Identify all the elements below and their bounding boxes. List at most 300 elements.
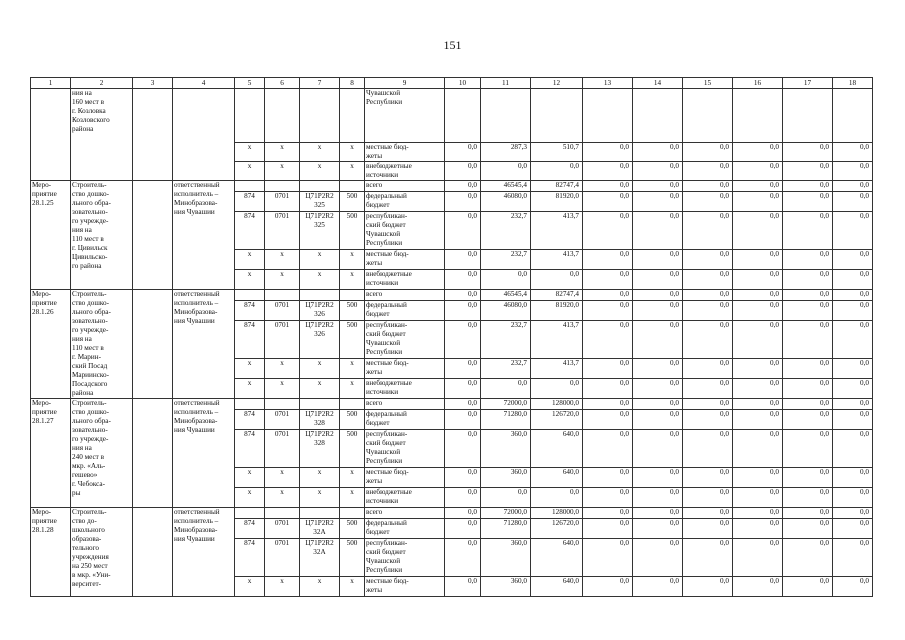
amount-cell: 0,0 [633,410,683,430]
funding-source: федеральный бюджет [365,410,445,430]
amount-cell: 0,0 [733,143,783,162]
funding-source: внебюджетные источники [365,488,445,508]
amount-cell: 0,0 [733,359,783,379]
amount-cell: 0,0 [683,359,733,379]
amount-cell: 0,0 [833,290,873,301]
amount-cell: 360,0 [481,468,531,488]
expense-type: x [340,488,365,508]
amount-cell: 0,0 [733,577,783,597]
amount-cell: 0,0 [683,468,733,488]
budget-code: 874 [235,321,265,359]
amount-cell: 0,0 [783,519,833,539]
target-article: Ц71Р2R2 326 [300,321,340,359]
amount-cell: 413,7 [531,359,583,379]
amount-cell: 232,7 [481,250,531,270]
expense-type [340,89,365,143]
amount-cell: 0,0 [833,488,873,508]
amount-cell: 0,0 [833,212,873,250]
amount-cell: 0,0 [633,181,683,192]
amount-cell: 0,0 [583,301,633,321]
amount-cell: 0,0 [733,212,783,250]
expense-type [340,181,365,192]
amount-cell: 0,0 [833,519,873,539]
amount-cell: 0,0 [733,508,783,519]
expense-type: x [340,162,365,181]
target-article: x [300,359,340,379]
amount-cell: 0,0 [833,250,873,270]
responsible-executor: ответственный исполнитель – Минобразова- ния Чувашии [173,290,235,399]
column-number: 6 [265,78,300,89]
amount-cell: 82747,4 [531,290,583,301]
amount-cell: 0,0 [445,577,481,597]
amount-cell: 0,0 [733,410,783,430]
amount-cell: 0,0 [683,539,733,577]
section-code [265,89,300,143]
column-number: 8 [340,78,365,89]
measure-number: Меро- приятие 28.1.27 [31,399,71,508]
amount-cell: 0,0 [683,143,733,162]
amount-cell: 0,0 [683,430,733,468]
expense-type: 500 [340,301,365,321]
amount-cell: 0,0 [733,321,783,359]
column-number: 14 [633,78,683,89]
amount-cell: 0,0 [445,192,481,212]
expense-type: x [340,468,365,488]
amount-cell: 640,0 [531,430,583,468]
amount-cell: 0,0 [583,250,633,270]
column-number: 18 [833,78,873,89]
section-code: x [265,250,300,270]
amount-cell: 0,0 [783,301,833,321]
measure-number: Меро- приятие 28.1.28 [31,508,71,597]
measure-number: Меро- приятие 28.1.25 [31,181,71,290]
amount-cell: 126720,0 [531,519,583,539]
measure-description: Строитель- ство дошко- льного обра- зовательно- го учрежде- ния на 110 мест в г. Марин- ский Посад Мариинско- Посадского района [71,290,133,399]
target-article: x [300,468,340,488]
funding-source: федеральный бюджет [365,192,445,212]
amount-cell: 0,0 [583,539,633,577]
amount-cell: 0,0 [733,379,783,399]
budget-code [235,290,265,301]
section-code: x [265,162,300,181]
amount-cell: 0,0 [683,508,733,519]
amount-cell: 413,7 [531,212,583,250]
column-number: 5 [235,78,265,89]
target-article: Ц71Р2R2 32А [300,539,340,577]
amount-cell: 0,0 [445,539,481,577]
measure-description: Строитель- ство дошко- льного обра- зовательно- го учрежде- ния на 110 мест в г. Цивильск Цивильско- го района [71,181,133,290]
section-code [265,508,300,519]
amount-cell: 0,0 [445,143,481,162]
funding-source: всего [365,181,445,192]
amount-cell: 0,0 [683,399,733,410]
column-number: 13 [583,78,633,89]
amount-cell: 0,0 [445,410,481,430]
amount-cell: 0,0 [683,410,733,430]
amount-cell: 0,0 [683,212,733,250]
funding-source: внебюджетные источники [365,162,445,181]
funding-source: федеральный бюджет [365,301,445,321]
amount-cell: 0,0 [633,359,683,379]
amount-cell [783,89,833,143]
section-code: 0701 [265,212,300,250]
amount-cell: 0,0 [633,577,683,597]
amount-cell: 0,0 [633,430,683,468]
amount-cell: 0,0 [583,468,633,488]
amount-cell: 72000,0 [481,399,531,410]
amount-cell [445,89,481,143]
amount-cell: 0,0 [733,162,783,181]
section-code: x [265,270,300,290]
amount-cell: 0,0 [583,577,633,597]
amount-cell [531,89,583,143]
funding-source: местные бюд- жеты [365,577,445,597]
measure-number: Меро- приятие 28.1.26 [31,290,71,399]
expense-type [340,399,365,410]
funding-source: местные бюд- жеты [365,143,445,162]
amount-cell: 0,0 [683,192,733,212]
funding-source: всего [365,290,445,301]
amount-cell: 0,0 [783,379,833,399]
amount-cell: 0,0 [633,192,683,212]
budget-code [235,508,265,519]
amount-cell: 0,0 [445,508,481,519]
amount-cell: 0,0 [733,399,783,410]
amount-cell: 0,0 [733,192,783,212]
column-number: 4 [173,78,235,89]
amount-cell: 0,0 [445,301,481,321]
budget-code: 874 [235,192,265,212]
amount-cell: 0,0 [733,270,783,290]
amount-cell: 0,0 [445,379,481,399]
expense-type: 500 [340,212,365,250]
funding-source: республикан- ский бюджет Чувашской Республики [365,212,445,250]
budget-code: x [235,379,265,399]
responsible-executor: ответственный исполнитель – Минобразова- ния Чувашии [173,508,235,597]
budget-code: x [235,359,265,379]
table-row [31,181,873,192]
amount-cell: 71280,0 [481,519,531,539]
amount-cell: 0,0 [633,162,683,181]
amount-cell: 0,0 [683,379,733,399]
amount-cell: 0,0 [783,270,833,290]
amount-cell: 0,0 [633,508,683,519]
section-code: x [265,577,300,597]
amount-cell: 0,0 [783,359,833,379]
budget-code: 874 [235,519,265,539]
budget-code: 874 [235,301,265,321]
amount-cell: 0,0 [583,212,633,250]
amount-cell: 0,0 [583,321,633,359]
amount-cell: 46080,0 [481,301,531,321]
target-article [300,181,340,192]
amount-cell: 0,0 [783,577,833,597]
amount-cell: 0,0 [583,488,633,508]
amount-cell: 0,0 [833,162,873,181]
amount-cell: 0,0 [833,468,873,488]
amount-cell: 0,0 [733,519,783,539]
section-code: 0701 [265,539,300,577]
amount-cell: 0,0 [833,508,873,519]
amount-cell: 0,0 [583,519,633,539]
amount-cell: 0,0 [445,488,481,508]
budget-code: x [235,577,265,597]
target-article [300,508,340,519]
target-article: Ц71Р2R2 326 [300,301,340,321]
target-article: x [300,270,340,290]
budget-code: x [235,488,265,508]
amount-cell: 0,0 [733,301,783,321]
amount-cell: 0,0 [683,577,733,597]
column-number: 10 [445,78,481,89]
section-code [265,181,300,192]
target-article [300,290,340,301]
section-code: x [265,359,300,379]
amount-cell: 413,7 [531,321,583,359]
amount-cell: 0,0 [633,468,683,488]
amount-cell: 0,0 [481,162,531,181]
measure-number-cell [31,89,71,181]
amount-cell: 0,0 [445,359,481,379]
status-cell [133,508,173,597]
amount-cell: 287,3 [481,143,531,162]
budget-code: 874 [235,539,265,577]
column-number: 12 [531,78,583,89]
table-row [31,399,873,410]
page-number: 151 [443,38,462,52]
amount-cell: 0,0 [583,410,633,430]
budget-code: 874 [235,212,265,250]
amount-cell: 46080,0 [481,192,531,212]
column-number: 17 [783,78,833,89]
measure-description: ния на 160 мест в г. Козловка Козловского района [71,89,133,181]
budget-code: x [235,270,265,290]
amount-cell [683,89,733,143]
target-article: Ц71Р2R2 328 [300,410,340,430]
amount-cell: 0,0 [531,162,583,181]
amount-cell: 0,0 [633,399,683,410]
amount-cell: 82747,4 [531,181,583,192]
amount-cell: 0,0 [633,321,683,359]
amount-cell: 0,0 [783,143,833,162]
amount-cell: 0,0 [583,290,633,301]
amount-cell: 0,0 [783,250,833,270]
target-article: x [300,488,340,508]
column-number: 11 [481,78,531,89]
amount-cell: 0,0 [833,430,873,468]
section-code [265,399,300,410]
amount-cell: 360,0 [481,577,531,597]
amount-cell: 0,0 [481,488,531,508]
column-number: 2 [71,78,133,89]
amount-cell: 0,0 [445,321,481,359]
amount-cell: 0,0 [833,321,873,359]
amount-cell [733,89,783,143]
target-article: Ц71Р2R2 328 [300,430,340,468]
funding-source: республикан- ский бюджет Чувашской Республики [365,430,445,468]
amount-cell: 0,0 [445,162,481,181]
target-article: x [300,379,340,399]
amount-cell [481,89,531,143]
measure-description: Строитель- ство дошко- льного обра- зовательно- го учрежде- ния на 240 мест в мкр. «Аль- гешево» г. Чебокса- ры [71,399,133,508]
measure-description: Строитель- ство до- школьного образова- тельного учреждения на 250 мест в мкр. «Уни- верситет- [71,508,133,597]
funding-source: Чувашской Республики [365,89,445,143]
amount-cell: 0,0 [583,359,633,379]
amount-cell: 0,0 [633,488,683,508]
expense-type: x [340,270,365,290]
amount-cell: 126720,0 [531,410,583,430]
responsible-executor: ответственный исполнитель – Минобразова- ния Чувашии [173,181,235,290]
column-number: 1 [31,78,71,89]
funding-source: республикан- ский бюджет Чувашской Республики [365,539,445,577]
amount-cell: 0,0 [583,379,633,399]
amount-cell: 81920,0 [531,301,583,321]
amount-cell: 0,0 [445,270,481,290]
amount-cell: 0,0 [583,143,633,162]
table-row [31,508,873,519]
target-article: x [300,143,340,162]
amount-cell: 0,0 [583,399,633,410]
amount-cell: 0,0 [783,468,833,488]
target-article [300,399,340,410]
column-number: 3 [133,78,173,89]
amount-cell: 0,0 [633,143,683,162]
funding-source: внебюджетные источники [365,379,445,399]
amount-cell: 0,0 [733,181,783,192]
amount-cell: 0,0 [683,488,733,508]
expense-type [340,508,365,519]
target-article: Ц71Р2R2 32А [300,519,340,539]
amount-cell: 0,0 [583,181,633,192]
section-code [265,290,300,301]
amount-cell: 0,0 [445,290,481,301]
budget-code [235,399,265,410]
section-code: 0701 [265,301,300,321]
section-code: 0701 [265,192,300,212]
funding-source: федеральный бюджет [365,519,445,539]
amount-cell: 0,0 [445,212,481,250]
amount-cell: 0,0 [833,270,873,290]
target-article: Ц71Р2R2 325 [300,192,340,212]
amount-cell: 510,7 [531,143,583,162]
amount-cell: 0,0 [783,488,833,508]
amount-cell: 0,0 [445,519,481,539]
amount-cell: 0,0 [445,250,481,270]
target-article: Ц71Р2R2 325 [300,212,340,250]
amount-cell: 0,0 [683,321,733,359]
budget-code [235,89,265,143]
amount-cell: 0,0 [683,519,733,539]
column-number-row [31,78,873,89]
amount-cell: 0,0 [481,270,531,290]
amount-cell: 0,0 [733,250,783,270]
section-code: 0701 [265,430,300,468]
expense-type: x [340,359,365,379]
responsible-cell [173,89,235,181]
expense-type: x [340,143,365,162]
amount-cell: 0,0 [833,181,873,192]
section-code: 0701 [265,519,300,539]
column-number: 16 [733,78,783,89]
funding-source: республикан- ский бюджет Чувашской Республики [365,321,445,359]
amount-cell: 0,0 [633,379,683,399]
expense-type: x [340,379,365,399]
table-row [31,290,873,301]
amount-cell: 46545,4 [481,290,531,301]
amount-cell: 0,0 [683,301,733,321]
amount-cell: 0,0 [833,399,873,410]
amount-cell: 0,0 [783,181,833,192]
amount-cell: 0,0 [783,410,833,430]
budget-code: x [235,468,265,488]
funding-source: всего [365,508,445,519]
amount-cell: 0,0 [683,290,733,301]
amount-cell: 0,0 [783,539,833,577]
expense-type: x [340,250,365,270]
amount-cell: 71280,0 [481,410,531,430]
amount-cell [633,89,683,143]
amount-cell: 0,0 [833,301,873,321]
budget-code [235,181,265,192]
amount-cell: 0,0 [833,143,873,162]
amount-cell: 640,0 [531,539,583,577]
amount-cell: 0,0 [633,519,683,539]
target-article [300,89,340,143]
budget-code: 874 [235,430,265,468]
amount-cell: 0,0 [783,162,833,181]
amount-cell: 0,0 [783,399,833,410]
amount-cell: 0,0 [833,192,873,212]
section-code: x [265,488,300,508]
funding-source: всего [365,399,445,410]
amount-cell: 0,0 [633,212,683,250]
amount-cell: 0,0 [783,508,833,519]
amount-cell: 0,0 [445,430,481,468]
column-number: 7 [300,78,340,89]
amount-cell: 46545,4 [481,181,531,192]
amount-cell [583,89,633,143]
amount-cell: 0,0 [783,290,833,301]
amount-cell: 0,0 [445,181,481,192]
expense-type: 500 [340,519,365,539]
amount-cell: 0,0 [683,250,733,270]
amount-cell: 232,7 [481,321,531,359]
amount-cell: 0,0 [783,212,833,250]
amount-cell: 640,0 [531,468,583,488]
funding-source: внебюджетные источники [365,270,445,290]
expense-type: 500 [340,539,365,577]
expense-type: 500 [340,321,365,359]
section-code: x [265,379,300,399]
amount-cell: 0,0 [833,379,873,399]
amount-cell: 0,0 [531,270,583,290]
column-number: 15 [683,78,733,89]
expense-type: 500 [340,430,365,468]
section-code: x [265,143,300,162]
amount-cell: 232,7 [481,212,531,250]
amount-cell: 81920,0 [531,192,583,212]
amount-cell: 72000,0 [481,508,531,519]
status-cell [133,181,173,290]
amount-cell: 640,0 [531,577,583,597]
amount-cell: 0,0 [833,410,873,430]
amount-cell: 0,0 [633,290,683,301]
target-article: x [300,250,340,270]
financing-table [30,77,873,597]
amount-cell: 0,0 [531,488,583,508]
budget-code: 874 [235,410,265,430]
amount-cell: 128000,0 [531,399,583,410]
